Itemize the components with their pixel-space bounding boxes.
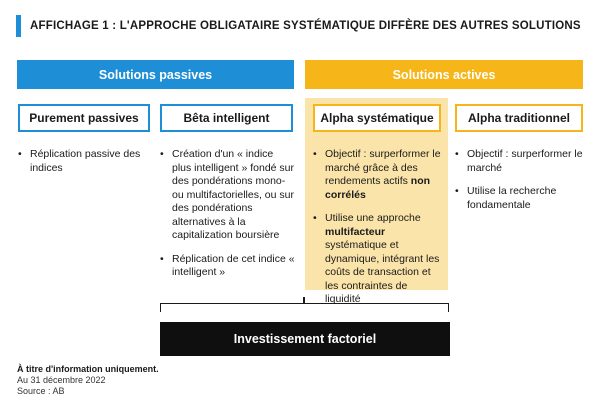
bullet: • [455,185,459,197]
list-item [160,148,295,243]
smart-beta-box: Bêta intelligent [160,104,293,132]
list-item-text: Objectif : surperformer le marché grâce à des rendements actifs [325,148,441,187]
systematic-alpha-box: Alpha systématique [313,104,441,132]
traditional-alpha-box: Alpha traditionnel [455,104,583,132]
list-item [18,148,148,175]
list-item-emphasis: multifacteur [325,225,386,238]
title-accent-bar [16,15,21,37]
passive-solutions-band: Solutions passives [17,60,294,89]
list-item-text: Objectif : surperformer le marché [467,148,583,174]
page-title: AFFICHAGE 1 : L'APPROCHE OBLIGATAIRE SYSTÉMATIQUE DIFFÈRE DES AUTRES SOLUTIONS [30,20,581,32]
footer [17,364,159,397]
list-item [455,148,585,175]
systematic-alpha-list [313,148,445,317]
as-of-date: Au 31 décembre 2022 [17,375,106,385]
list-item-text-end: systématique et dynamique, intégrant les coûts de transaction et les contraintes de liquidité [325,239,440,305]
factor-bracket [160,303,449,312]
list-item [313,212,445,307]
list-item-text: Utilise une approche [325,212,421,224]
purely-passive-box: Purement passives [18,104,150,132]
list-item [160,253,295,280]
active-solutions-band: Solutions actives [305,60,583,89]
traditional-alpha-list [455,148,585,222]
bullet: • [313,212,317,224]
list-item-text: Réplication de cet indice « intelligent » [172,252,295,278]
bullet: • [160,252,164,265]
list-item [313,148,445,202]
list-item-text: Création d'un « indice plus intelligent » fondé sur des pondérations mono- ou multifactorielles, ou sur des pondérations alternatives à la capitalization boursière [172,148,294,241]
factor-investing-bar: Investissement factoriel [160,322,450,356]
disclaimer-note: À titre d'information uniquement. [17,364,159,374]
smart-beta-list [160,148,295,290]
bullet: • [18,148,22,160]
bullet: • [160,148,164,160]
list-item-text: Utilise la recherche fondamentale [467,185,557,211]
source-note: Source : AB [17,386,65,396]
list-item-emphasis: non corrélés [325,175,431,201]
purely-passive-list [18,148,148,185]
list-item [455,185,585,212]
bullet: • [455,148,459,160]
list-item-text: Réplication passive des indices [30,148,141,174]
bullet: • [313,148,317,160]
